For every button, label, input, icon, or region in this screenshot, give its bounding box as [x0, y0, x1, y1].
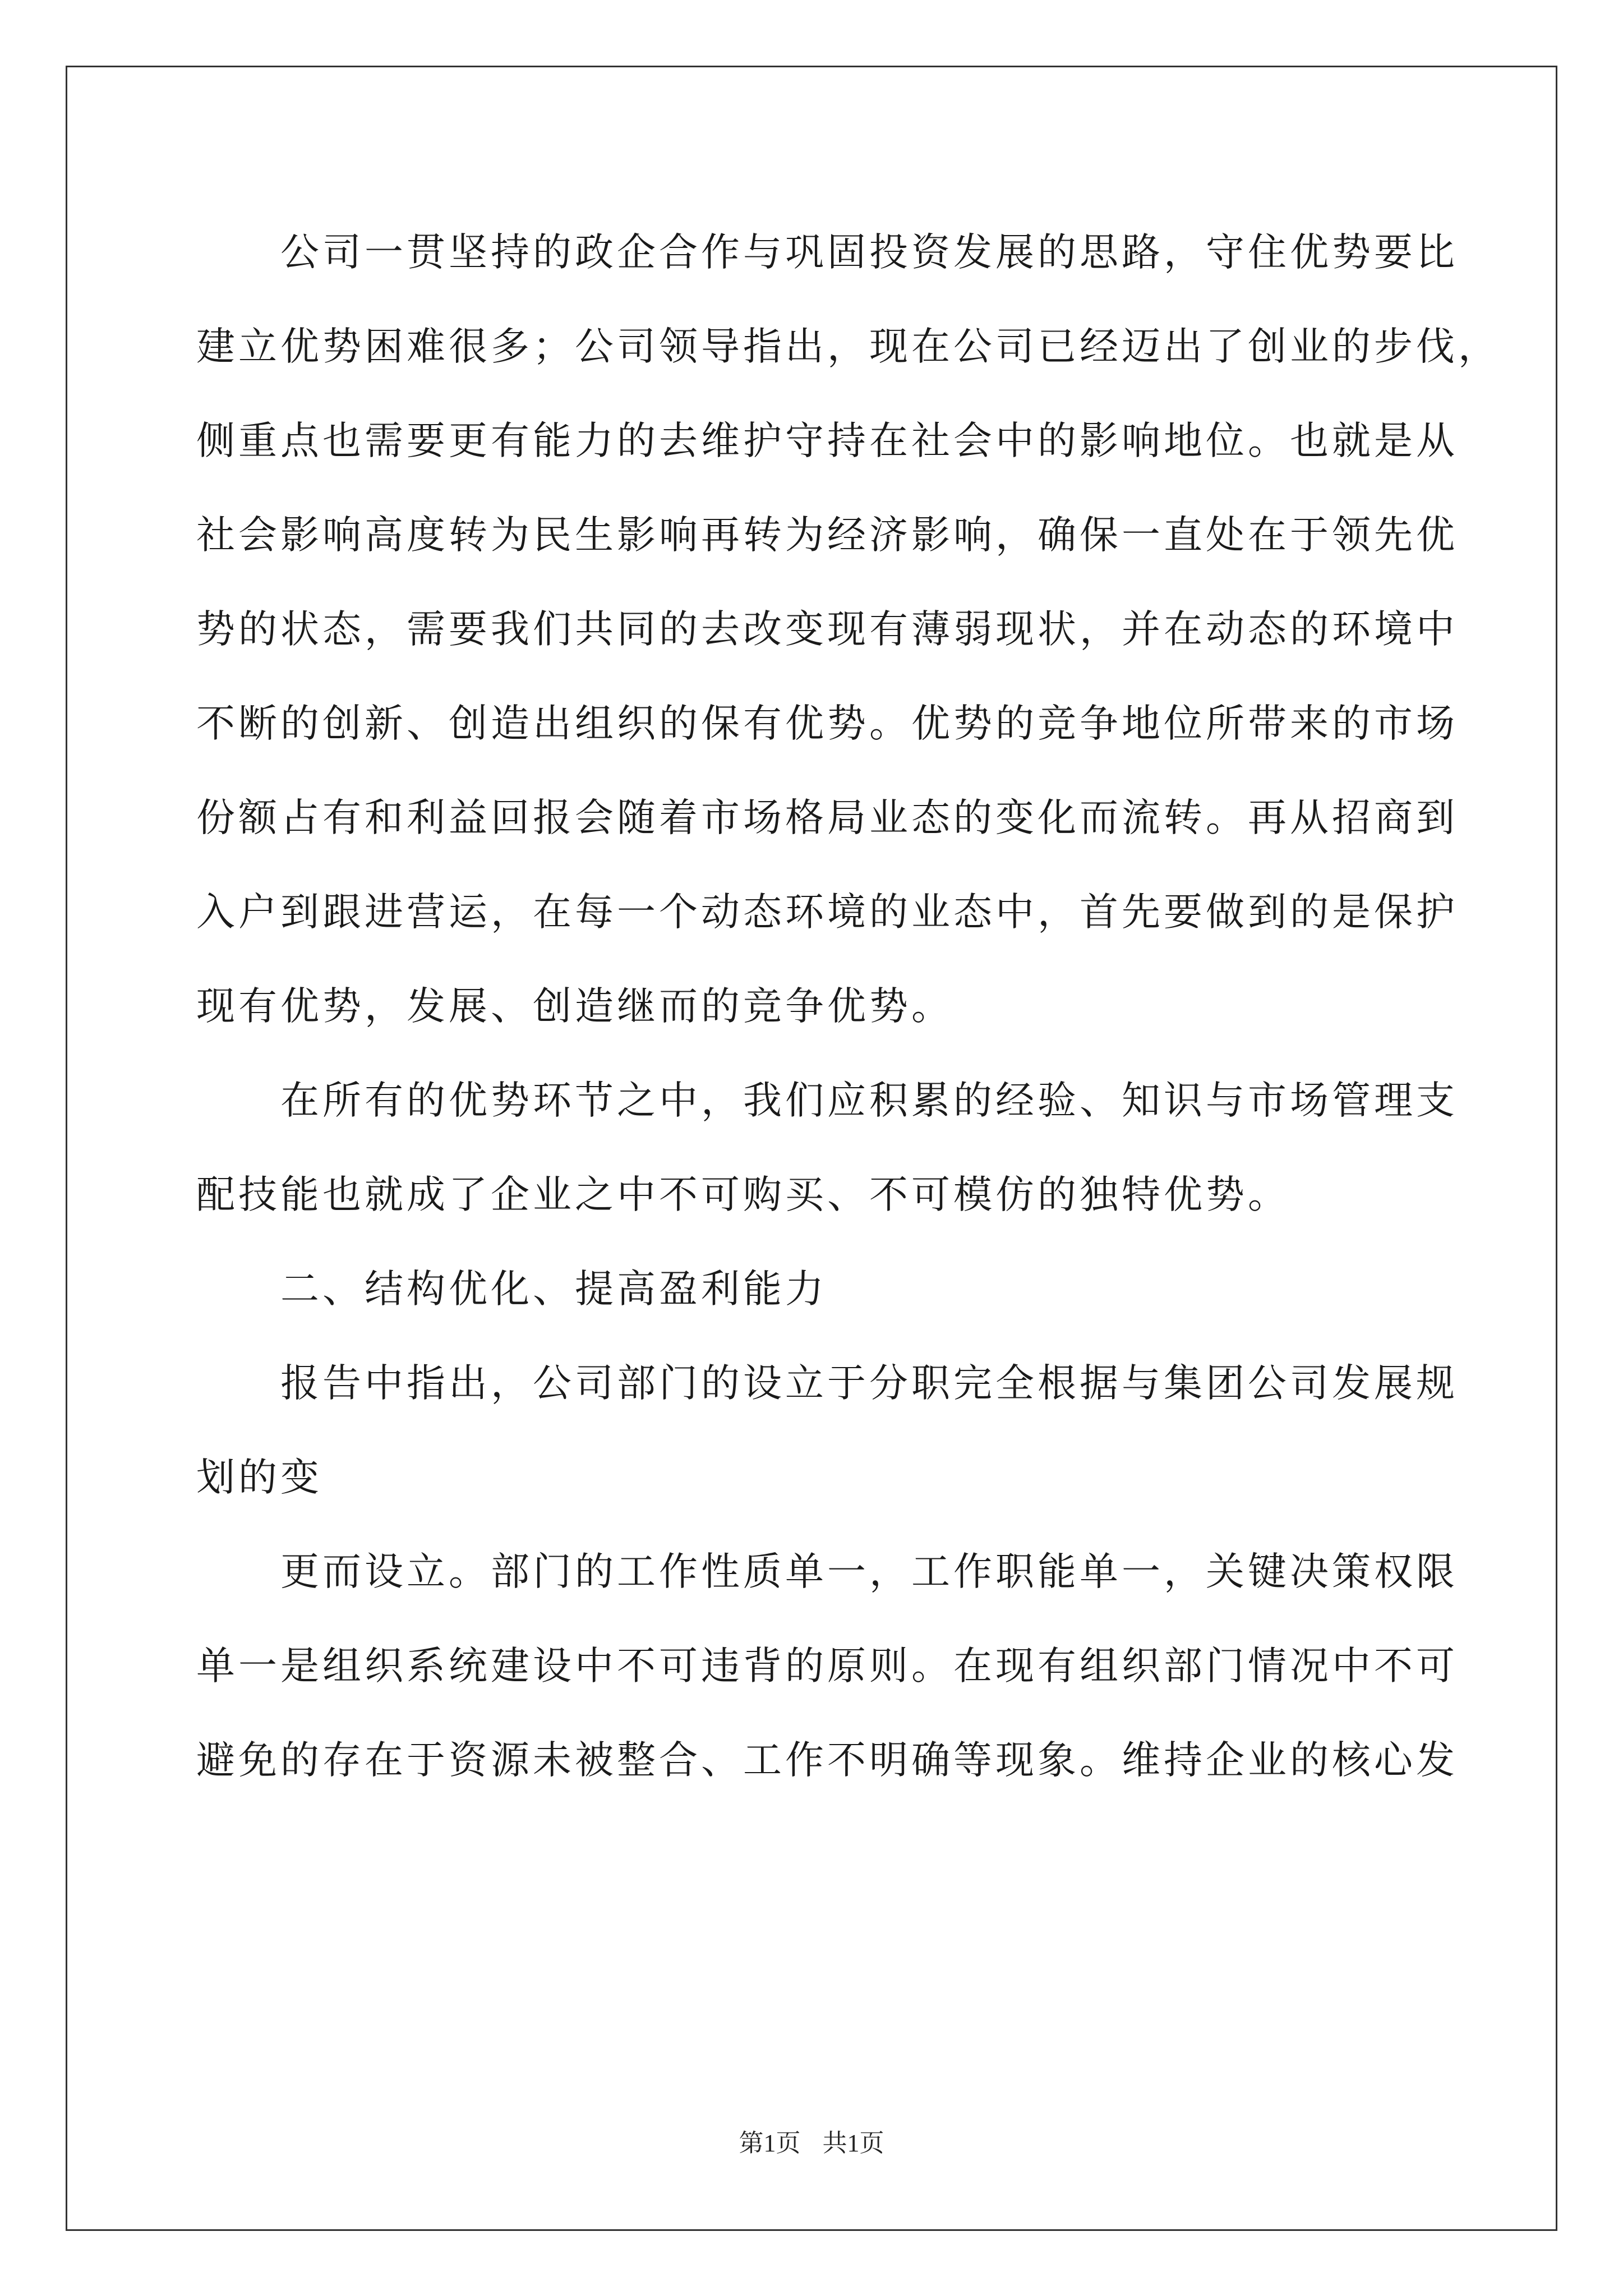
- paragraph-line: 避免的存在于资源未被整合、工作不明确等现象。维持企业的核心发: [196, 1738, 1458, 1783]
- page-number: 第1页: [739, 2129, 801, 2157]
- paragraph-line: 侧重点也需要更有能力的去维护守持在社会中的影响地位。也就是从: [196, 418, 1458, 463]
- paragraph-line: 份额占有和利益回报会随着市场格局业态的变化而流转。再从招商到: [196, 795, 1458, 840]
- paragraph-line: 现有优势，发展、创造继而的竞争优势。: [196, 984, 953, 1029]
- paragraph-line: 建立优势困难很多；公司领导指出，现在公司已经迈出了创业的步伐，: [196, 324, 1500, 369]
- page-footer: [0, 2123, 1623, 2159]
- paragraph-line: 势的状态，需要我们共同的去改变现有薄弱现状，并在动态的环境中: [196, 607, 1458, 652]
- paragraph-line: 公司一贯坚持的政企合作与巩固投资发展的思路，守住优势要比: [280, 230, 1458, 275]
- paragraph-line: 社会影响高度转为民生影响再转为经济影响，确保一直处在于领先优: [196, 513, 1458, 558]
- paragraph-line: 入户到跟进营运，在每一个动态环境的业态中，首先要做到的是保护: [196, 890, 1458, 935]
- paragraph-line: 单一是组织系统建设中不可违背的原则。在现有组织部门情况中不可: [196, 1644, 1458, 1688]
- paragraph-line: 不断的创新、创造出组织的保有优势。优势的竞争地位所带来的市场: [196, 701, 1458, 746]
- page-count: 共1页: [822, 2129, 884, 2157]
- paragraph-line: 在所有的优势环节之中，我们应积累的经验、知识与市场管理支: [280, 1078, 1458, 1123]
- document-body: [196, 219, 1500, 1821]
- paragraph-line: 配技能也就成了企业之中不可购买、不可模仿的独特优势。: [196, 1172, 1290, 1217]
- paragraph-line: 划的变: [196, 1455, 322, 1500]
- paragraph-line: 报告中指出，公司部门的设立于分职完全根据与集团公司发展规: [280, 1361, 1458, 1406]
- paragraph-line: 更而设立。部门的工作性质单一，工作职能单一，关键决策权限: [280, 1549, 1458, 1594]
- section-heading: 二、结构优化、提高盈利能力: [280, 1267, 827, 1312]
